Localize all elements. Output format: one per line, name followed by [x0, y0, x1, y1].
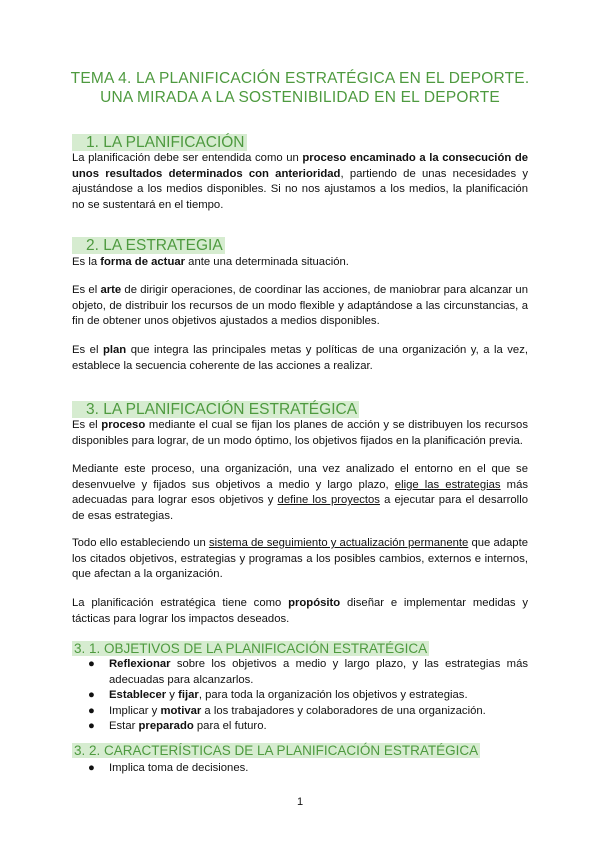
section-heading-text: 2. LA ESTRATEGIA	[72, 237, 225, 254]
bold-text: Establecer	[109, 689, 167, 702]
paragraph	[72, 418, 528, 449]
text: Es el	[72, 284, 101, 296]
caracteristicas-list	[72, 761, 528, 777]
underlined-text: define los proyectos	[277, 494, 380, 507]
text: , partiendo de unas necesidades y ajustándose a los medios disponibles. Si no nos ajustamos a los medios, la planificación no se sustentará en el tiempo.	[72, 167, 528, 211]
bullet-icon: ●	[88, 658, 95, 670]
text: más adecuadas para lograr esos objetivos y	[72, 478, 528, 507]
bold-text: Reflexionar	[109, 658, 171, 670]
section-heading-text: 1. LA PLANIFICACIÓN	[72, 134, 247, 151]
paragraph	[72, 255, 528, 271]
bold-text: plan	[102, 344, 127, 356]
text: Todo ello estableciendo un	[72, 537, 209, 549]
paragraph	[72, 536, 528, 583]
section-heading-text: 3. LA PLANIFICACIÓN ESTRATÉGICA	[72, 401, 359, 418]
subsection-heading-objetivos	[72, 640, 429, 657]
bold-text: fijar	[178, 689, 199, 702]
text: y	[166, 689, 179, 702]
list-item	[72, 704, 528, 720]
bullet-icon: ●	[88, 689, 95, 702]
text: diseñar e implementar medidas y tácticas para lograr los impactos deseados.	[72, 597, 528, 625]
page-number: 1	[296, 796, 304, 808]
text: La planificación debe ser entendida como un	[72, 152, 303, 164]
section-heading-estrategia	[72, 237, 225, 255]
text: de dirigir operaciones, de coordinar las acciones, de maniobrar para alcanzar un objeto, de distribuir los recursos de un modo flexible y adaptándose a las circunstancias, a fin de obtener unos objetivos ajustados a medios disponibles.	[72, 284, 528, 328]
bullet-icon: ●	[88, 762, 95, 774]
bold-text: proceso	[101, 419, 146, 431]
text: que adapte los citados objetivos, estrategias y programas a los posibles cambios, externos e internos, que afectan a la organización.	[72, 537, 528, 581]
text: Es el	[72, 419, 102, 431]
text: Mediante este proceso, una organización, una vez analizado el entorno en el que se desenvuelve y fijados sus objetivos a medio y largo plazo,	[72, 463, 528, 491]
list-item	[72, 688, 528, 704]
text: mediante el cual se fijan los planes de acción y se distribuyen los recursos disponibles para lograr, de un modo óptimo, los objetivos fijados en la planificación previa.	[72, 419, 528, 447]
text: La planificación estratégica tiene como	[72, 597, 289, 609]
section-heading-planificacion	[72, 134, 247, 152]
text: Estar	[109, 720, 139, 733]
objetivos-list	[72, 657, 528, 735]
subsection-heading-text: 3. 1. OBJETIVOS DE LA PLANIFICACIÓN ESTRATÉGICA	[74, 641, 428, 656]
bold-text: preparado	[138, 720, 194, 733]
paragraph	[72, 151, 528, 213]
section-heading-planificacion-estrategica	[72, 401, 359, 419]
text: Es la	[72, 256, 101, 268]
document-title: TEMA 4. LA PLANIFICACIÓN ESTRATÉGICA EN EL DEPORTE. UNA MIRADA A LA SOSTENIBILIDAD EN EL DEPORTE	[70, 70, 530, 106]
bold-text: propósito	[288, 597, 341, 609]
text: , para toda la organización los objetivos y estrategias.	[198, 689, 468, 702]
paragraph	[72, 596, 528, 627]
list-item	[72, 657, 528, 688]
text: Implicar y	[109, 704, 161, 717]
text: para el futuro.	[193, 720, 267, 733]
bold-text: arte	[100, 284, 122, 296]
bold-text: motivar	[160, 704, 202, 717]
paragraph	[72, 283, 528, 330]
text: a ejecutar para el desarrollo de esas estrategias.	[72, 494, 528, 522]
text: Es el	[72, 344, 103, 356]
paragraph	[72, 343, 528, 374]
text: a los trabajadores y colaboradores de una organización.	[201, 704, 486, 717]
bullet-icon: ●	[88, 704, 95, 717]
text: ante una determinada situación.	[185, 256, 349, 268]
bullet-icon: ●	[88, 720, 95, 733]
list-item	[72, 719, 528, 735]
list-item	[72, 761, 528, 777]
text: que integra las principales metas y políticas de una organización y, a la vez, establece la secuencia coherente de las acciones a realizar.	[72, 344, 528, 372]
paragraph	[72, 462, 528, 524]
bold-text: proceso encaminado a la consecución de unos resultados determinados con anterioridad	[72, 152, 529, 180]
underlined-text: sistema de seguimiento y actualización permanente	[208, 537, 469, 549]
subsection-heading-text: 3. 2. CARACTERÍSTICAS DE LA PLANIFICACIÓN ESTRATÉGICA	[74, 743, 479, 758]
bold-text: forma de actuar	[100, 256, 186, 268]
text: sobre los objetivos a medio y largo plazo, y las estrategias más adecuadas para alcanzarlos.	[109, 658, 528, 686]
underlined-text: elige las estrategias	[394, 478, 501, 491]
subsection-heading-caracteristicas	[72, 742, 480, 759]
text: Implica toma de decisiones.	[109, 762, 249, 774]
